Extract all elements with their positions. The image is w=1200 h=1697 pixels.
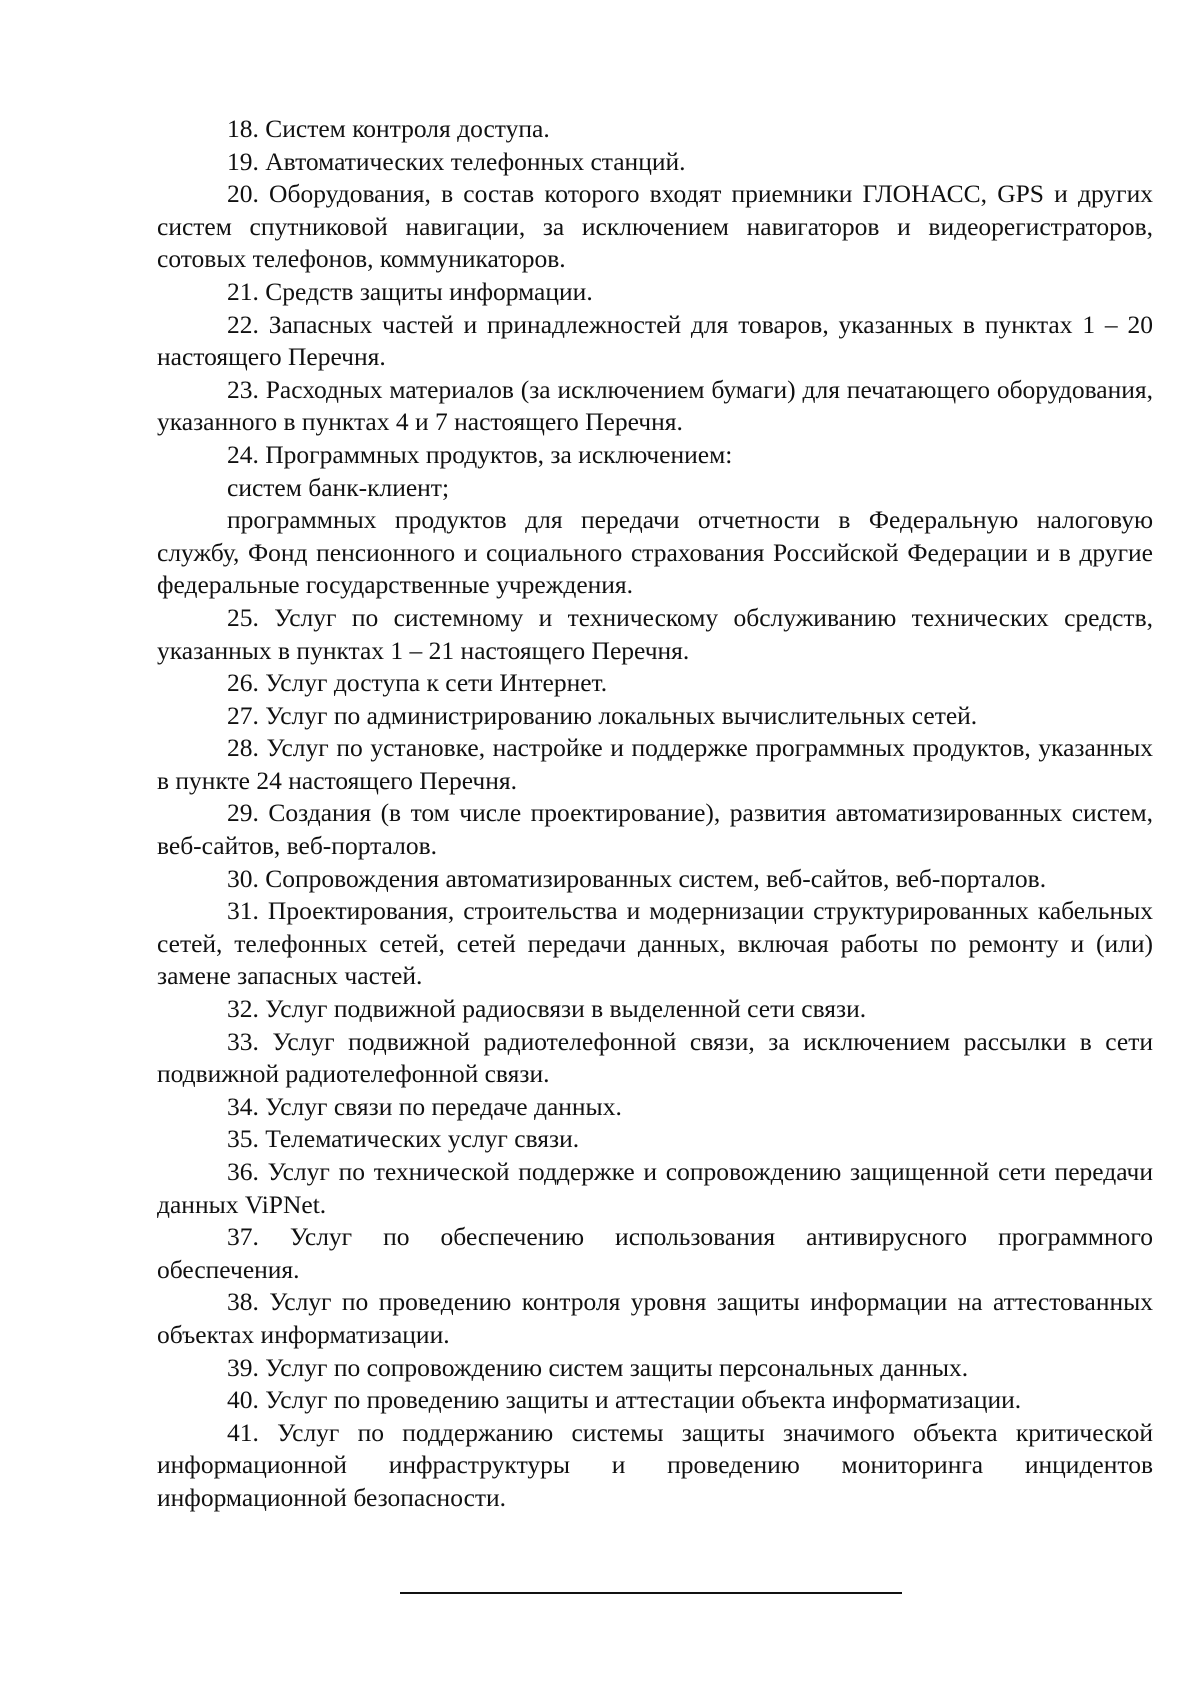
list-item-41: 41. Услуг по поддержанию системы защиты значимого объекта критической информационной инфраструктуры и проведению мониторинга инцидентов информационной безопасности.: [157, 1417, 1153, 1512]
end-of-document-rule: [400, 1592, 902, 1594]
list-item-40: 40. Услуг по проведению защиты и аттестации объекта информатизации.: [227, 1385, 1022, 1415]
list-item-21: 21. Средств защиты информации.: [227, 276, 593, 306]
list-item-32: 32. Услуг подвижной радиосвязи в выделенной сети связи.: [227, 994, 867, 1024]
list-item-29: 29. Создания (в том числе проектирование), развития автоматизированных систем, веб-сайтов, веб-порталов.: [157, 798, 1153, 861]
list-item-30: 30. Сопровождения автоматизированных систем, веб-сайтов, веб-порталов.: [227, 863, 1047, 893]
list-item-22: 22. Запасных частей и принадлежностей для товаров, указанных в пунктах 1 – 20 настоящего Перечня.: [157, 309, 1153, 372]
list-item-36: 36. Услуг по технической поддержке и сопровождению защищенной сети передачи данных ViPNet.: [157, 1157, 1153, 1219]
list-item-34: 34. Услуг связи по передаче данных.: [227, 1091, 622, 1121]
list-item-31: 31. Проектирования, строительства и модернизации структурированных кабельных сетей, телефонных сетей, сетей передачи данных, включая работы по ремонту и (или) замене запасных частей.: [157, 896, 1153, 991]
list-item-23: 23. Расходных материалов (за исключением бумаги) для печатающего оборудования, указанного в пунктах 4 и 7 настоящего Перечня.: [157, 374, 1153, 437]
list-item-39: 39. Услуг по сопровождению систем защиты персональных данных.: [227, 1352, 969, 1382]
list-item-19: 19. Автоматических телефонных станций.: [227, 146, 686, 176]
list-item-24-exception-1: систем банк-клиент;: [227, 472, 450, 502]
list-item-24: 24. Программных продуктов, за исключением:: [227, 439, 733, 469]
list-item-33: 33. Услуг подвижной радиотелефонной связи, за исключением рассылки в сети подвижной радиотелефонной связи.: [157, 1026, 1153, 1089]
list-item-20: 20. Оборудования, в состав которого входят приемники ГЛОНАСС, GPS и других систем спутниковой навигации, за исключением навигаторов и видеорегистраторов, сотовых телефонов, коммуникаторов.: [157, 179, 1153, 274]
list-item-27: 27. Услуг по администрированию локальных вычислительных сетей.: [227, 700, 978, 730]
document-body: [157, 113, 1153, 1515]
list-item-38: 38. Услуг по проведению контроля уровня защиты информации на аттестованных объектах информатизации.: [157, 1287, 1153, 1349]
list-item-24-exception-2: программных продуктов для передачи отчетности в Федеральную налоговую службу, Фонд пенсионного и социального страхования Российской Федерации и в другие федеральные государственные учреждения.: [157, 505, 1153, 600]
list-item-25: 25. Услуг по системному и техническому обслуживанию технических средств, указанных в пунктах 1 – 21 настоящего Перечня.: [157, 602, 1153, 665]
list-item-28: 28. Услуг по установке, настройке и поддержке программных продуктов, указанных в пункте 24 настоящего Перечня.: [157, 733, 1153, 795]
list-item-35: 35. Телематических услуг связи.: [227, 1124, 580, 1154]
list-item-37: 37. Услуг по обеспечению использования антивирусного программного обеспечения.: [157, 1222, 1153, 1284]
list-item-26: 26. Услуг доступа к сети Интернет.: [227, 668, 608, 698]
list-item-18: 18. Систем контроля доступа.: [227, 114, 550, 143]
